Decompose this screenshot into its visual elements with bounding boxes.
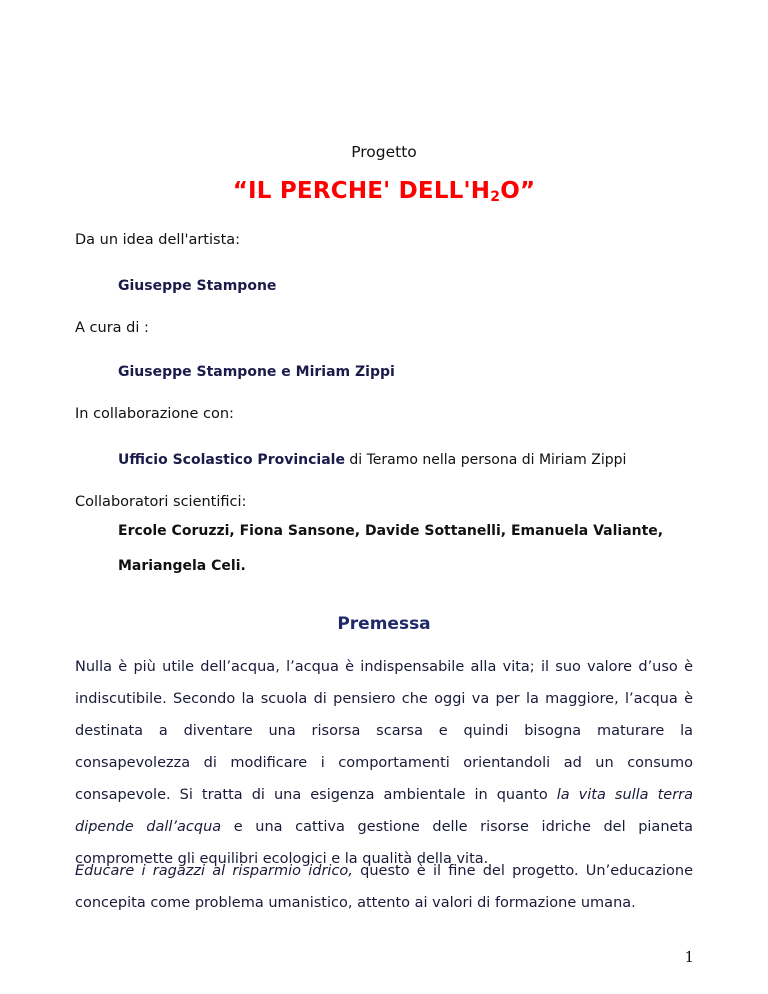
curated-value xyxy=(118,364,395,380)
project-kicker: Progetto xyxy=(351,143,417,161)
collab-value xyxy=(118,452,626,468)
scientific-line-2: Mariangela Celi. xyxy=(118,558,246,574)
title-subscript: 2 xyxy=(490,189,501,205)
page-number: 1 xyxy=(684,948,694,966)
curated-label: A cura di : xyxy=(75,320,149,336)
collab-rest: di Teramo nella persona di Miriam Zippi xyxy=(344,452,627,468)
paragraph-1-italic: la vita sulla terra dipende dall’acqua xyxy=(75,787,694,835)
curated-names: Giuseppe Stampone e Miriam Zippi xyxy=(118,364,395,380)
scientific-line-1: Ercole Coruzzi, Fiona Sansone, Davide Sottanelli, Emanuela Valiante, xyxy=(118,523,664,539)
project-title xyxy=(0,178,768,205)
idea-label: Da un idea dell'artista: xyxy=(75,232,241,248)
scientific-collaborators xyxy=(118,514,678,584)
collab-label: In collaborazione con: xyxy=(75,406,234,422)
paragraph-2 xyxy=(75,855,693,919)
paragraph-1-part-a: Nulla è più utile dell’acqua, l’acqua è indispensabile alla vita; il suo valore d’uso è indiscutibile. Secondo la scuola di pensiero che oggi va per la maggiore, l’acqua è destinata a diventare una risorsa scarsa e quindi bisogna maturare la consapevolezza di modificare i comportamenti orientandoli ad un consumo consapevole. Si tratta di una esigenza ambientale in quanto xyxy=(75,659,693,803)
collab-org: Ufficio Scolastico Provinciale xyxy=(118,452,345,468)
paragraph-2-rest: questo è il fine del progetto. Un’educazione concepita come problema umanistico, attento ai valori di formazione umana. xyxy=(75,863,693,911)
idea-value xyxy=(118,278,276,294)
paragraph-1 xyxy=(75,651,693,875)
paragraph-2-italic: Educare i ragazzi al risparmio idrico, xyxy=(75,863,353,879)
title-suffix: O” xyxy=(500,178,536,204)
scientific-label: Collaboratori scientifici: xyxy=(75,494,247,510)
section-heading-premessa: Premessa xyxy=(337,614,431,634)
paragraph-1-part-c: e una cattiva gestione delle risorse idriche del pianeta compromette gli equilibri ecologici e la qualità della vita. xyxy=(75,819,693,867)
title-prefix: “IL PERCHE' DELL'H xyxy=(232,178,491,204)
idea-name: Giuseppe Stampone xyxy=(118,278,277,294)
